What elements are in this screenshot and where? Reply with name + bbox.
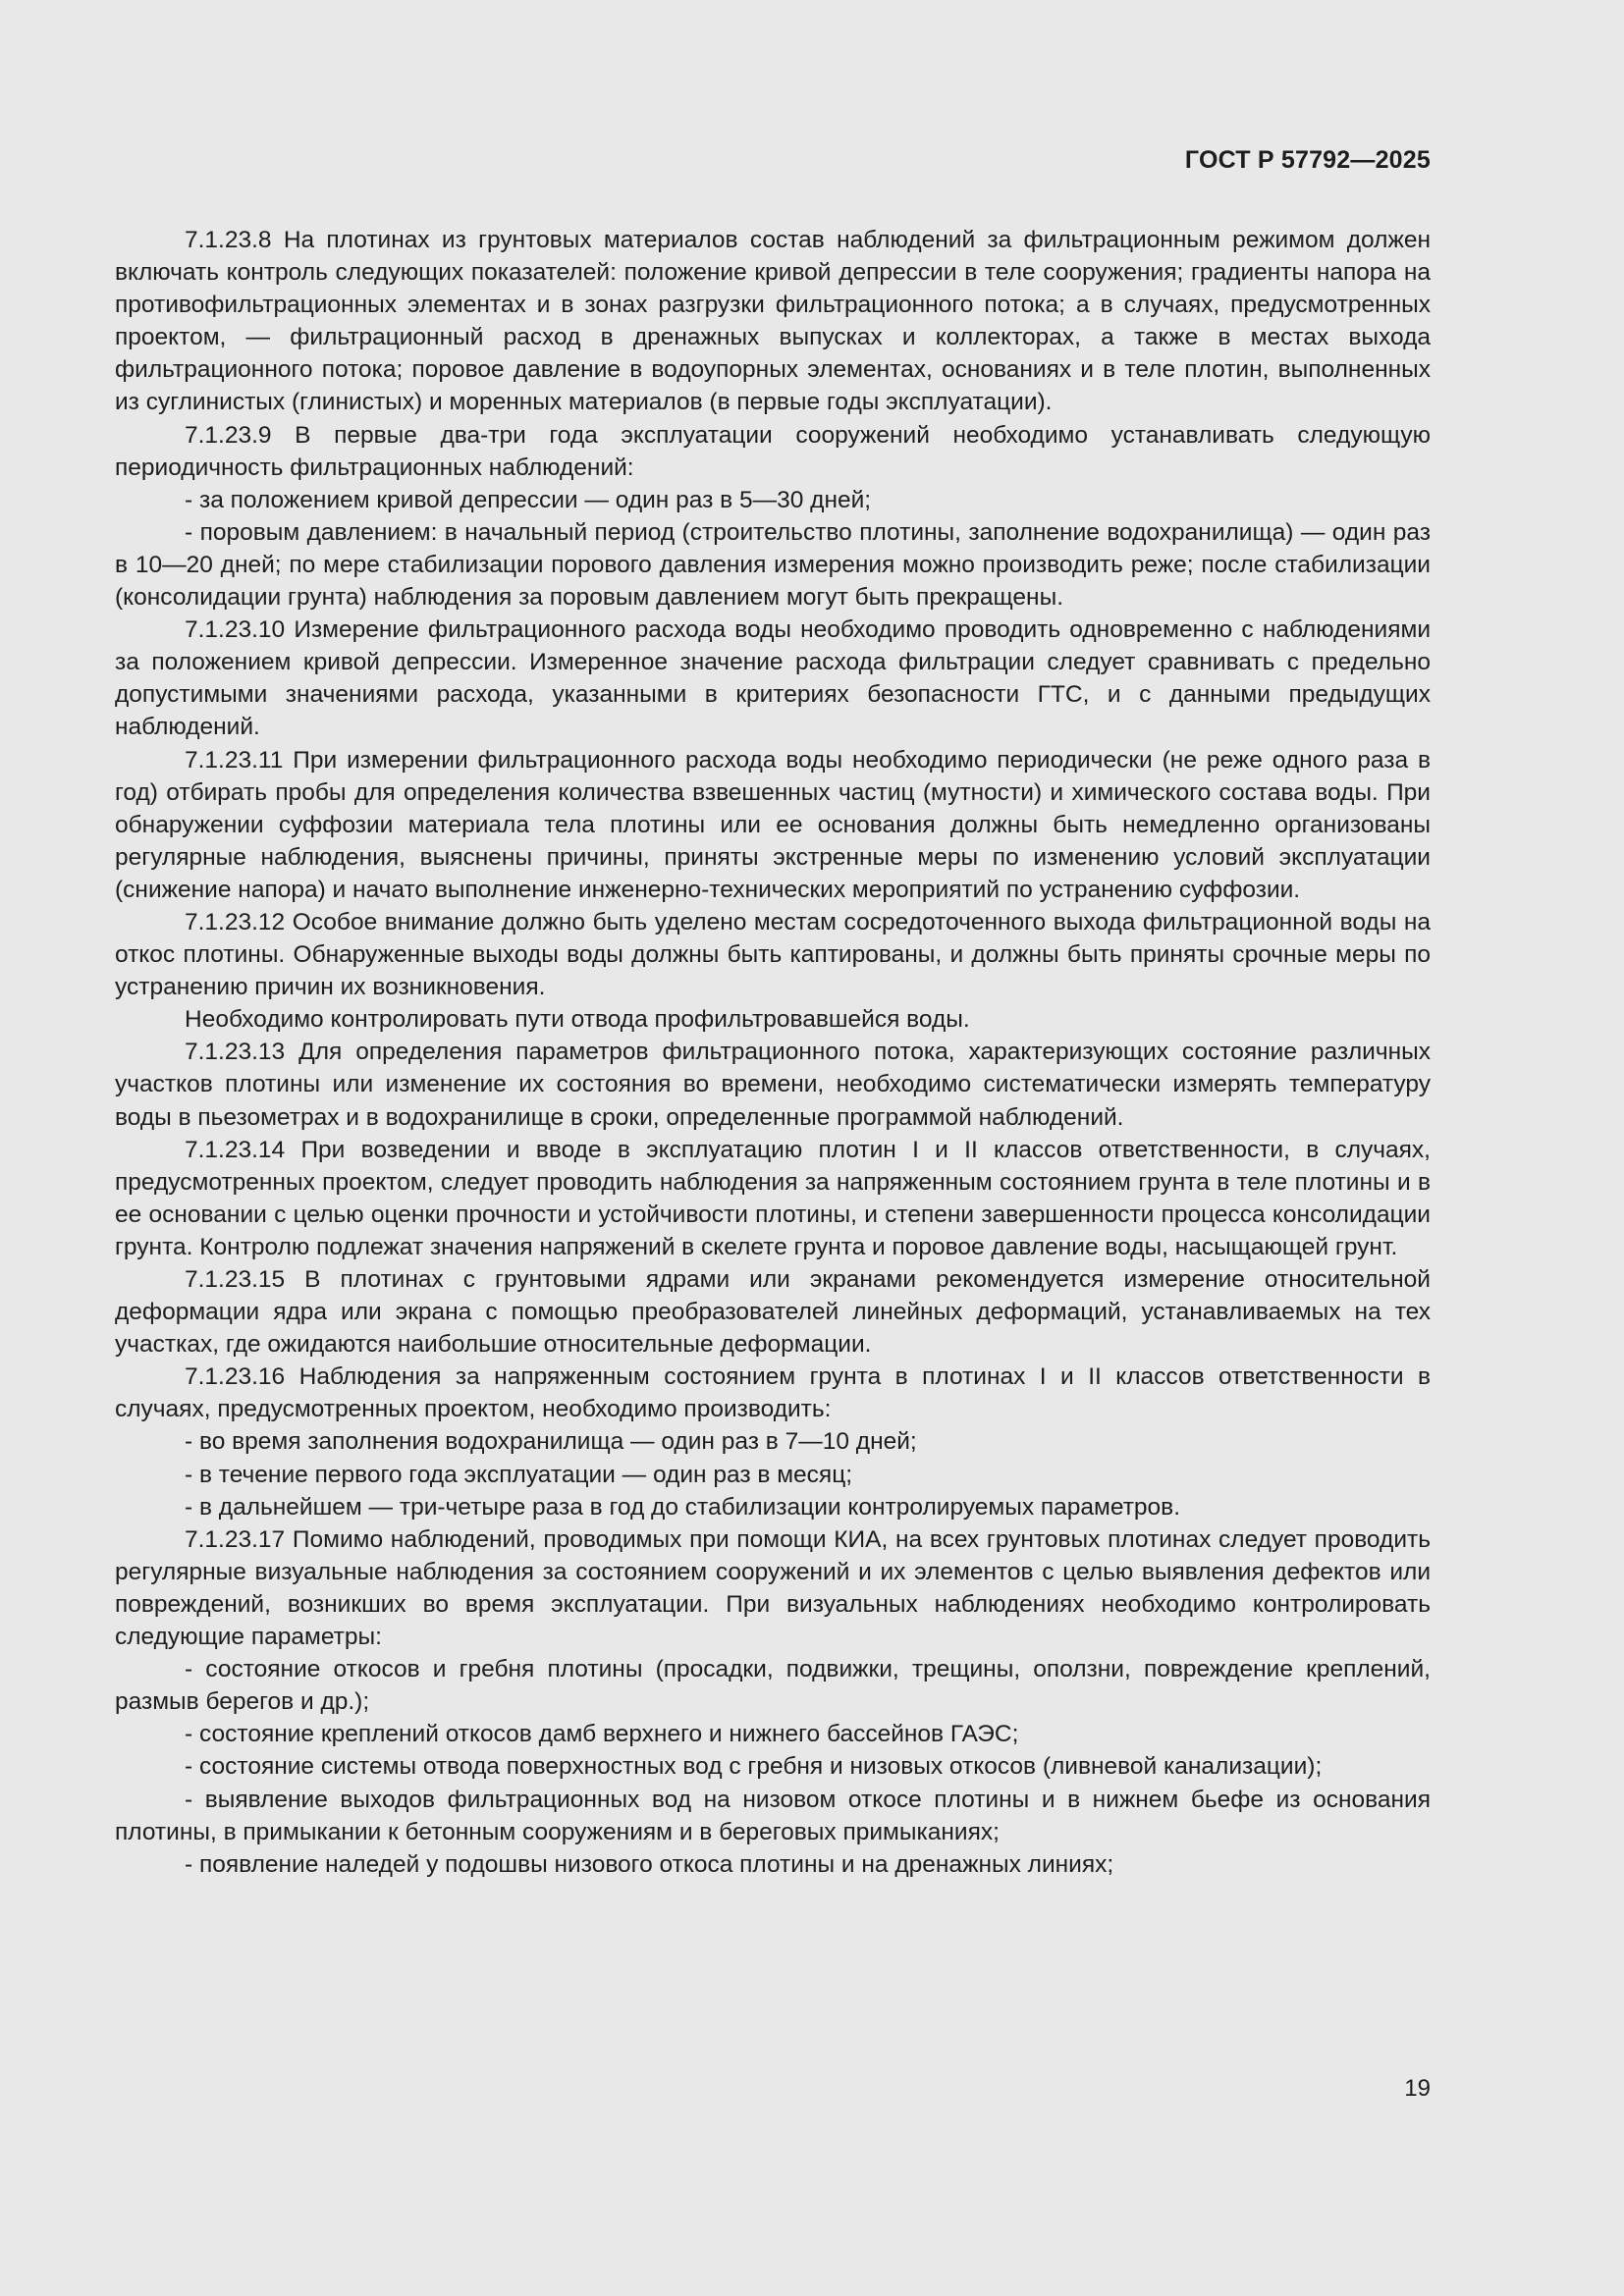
list-item: - во время заполнения водохранилища — один раз в 7—10 дней; (185, 1428, 917, 1456)
paragraph-7-1-23-8: 7.1.23.8 На плотинах из грунтовых материалов состав наблюдений за фильтрационным режимом должен включать контроль следующих показателей: положение кривой депрессии в теле сооружения; градиенты напора на противофильтрационных элементах и в зонах разгрузки фильтрационного потока; а в случаях, предусмотренных проектом, — фильтрационный расход в дренажных выпусках и коллекторах, а также в местах выхода фильтрационного потока; поровое давление в водоупорных элементах, основаниях и в теле плотин, выполненных из суглинистых (глинистых) и моренных материалов (в первые годы эксплуатации). (115, 227, 1431, 416)
paragraph-7-1-23-17: 7.1.23.17 Помимо наблюдений, проводимых при помощи КИА, на всех грунтовых плотинах следует проводить регулярные визуальные наблюдения за состоянием сооружений и их элементов с целью выявления дефектов или повреждений, возникших во время эксплуатации. При визуальных наблюдениях необходимо контролировать следующие параметры: (115, 1525, 1431, 1651)
list-item: - состояние креплений откосов дамб верхнего и нижнего бассейнов ГАЭС; (185, 1721, 1019, 1748)
document-header: ГОСТ Р 57792—2025 (1184, 146, 1431, 174)
paragraph-7-1-23-15: 7.1.23.15 В плотинах с грунтовыми ядрами или экранами рекомендуется измерение относительной деформации ядра или экрана с помощью преобразователей линейных деформаций, устанавливаемых на тех участках, где ожидаются наибольшие относительные деформации. (115, 1266, 1431, 1359)
paragraph-7-1-23-14: 7.1.23.14 При возведении и вводе в эксплуатацию плотин I и II классов ответственности, в случаях, предусмотренных проектом, следует проводить наблюдения за напряженным состоянием грунта в теле плотины и в ее основании с целью оценки прочности и устойчивости плотины, и степени завершенности процесса консолидации грунта. Контролю подлежат значения напряжений в скелете грунта и поровое давление воды, насыщающей грунт. (115, 1136, 1431, 1260)
paragraph-text: Необходимо контролировать пути отвода профильтровавшейся воды. (185, 1006, 970, 1034)
list-item: - за положением кривой депрессии — один раз в 5—30 дней; (185, 486, 872, 513)
list-item: - в дальнейшем — три-четыре раза в год до стабилизации контролируемых параметров. (185, 1493, 1180, 1521)
paragraph-7-1-23-16: 7.1.23.16 Наблюдения за напряженным состоянием грунта в плотинах I и II классов ответственности в случаях, предусмотренных проектом, необходимо производить: (115, 1363, 1431, 1423)
paragraph-7-1-23-13: 7.1.23.13 Для определения параметров фильтрационного потока, характеризующих состояние различных участков плотины или изменение их состояния во времени, необходимо систематически измерять температуру воды в пьезометрах и в водохранилище в сроки, определенные программой наблюдений. (115, 1039, 1431, 1131)
paragraph-7-1-23-11: 7.1.23.11 При измерении фильтрационного расхода воды необходимо периодически (не реже одного раза в год) отбирать пробы для определения количества взвешенных частиц (мутности) и химического состава воды. При обнаружении суффозии материала тела плотины или ее основания должны быть немедленно организованы регулярные наблюдения, выяснены причины, приняты экстренные меры по изменению условий эксплуатации (снижение напора) и начато выполнение инженерно-технических мероприятий по устранению суффозии. (115, 746, 1431, 903)
paragraph-7-1-23-10: 7.1.23.10 Измерение фильтрационного расхода воды необходимо проводить одновременно с наблюдениями за положением кривой депрессии. Измеренное значение расхода фильтрации следует сравнивать с предельно допустимыми значениями расхода, указанными в критериях безопасности ГТС, и с данными предыдущих наблюдений. (115, 616, 1431, 741)
list-item: - состояние откосов и гребня плотины (просадки, подвижки, трещины, оползни, повреждение креплений, размыв берегов и др.); (115, 1656, 1431, 1716)
list-item: - выявление выходов фильтрационных вод на низовом откосе плотины и в нижнем бьефе из основания плотины, в примыкании к бетонным сооружениям и в береговых примыканиях; (115, 1786, 1431, 1845)
list-item: - состояние системы отвода поверхностных вод с гребня и низовых откосов (ливневой канализации); (185, 1753, 1323, 1781)
paragraph-7-1-23-9: 7.1.23.9 В первые два-три года эксплуатации сооружений необходимо устанавливать следующую периодичность фильтрационных наблюдений: (115, 421, 1431, 481)
list-item: - в течение первого года эксплуатации — один раз в месяц; (185, 1461, 853, 1488)
list-item: - поровым давлением: в начальный период (строительство плотины, заполнение водохранилища) — один раз в 10—20 дней; по мере стабилизации порового давления измерения можно производить реже; после стабилизации (консолидации грунта) наблюдения за поровым давлением могут быть прекращены. (115, 518, 1431, 612)
page-number: 19 (1404, 2075, 1431, 2102)
paragraph-7-1-23-12: 7.1.23.12 Особое внимание должно быть уделено местам сосредоточенного выхода фильтрационной воды на откос плотины. Обнаруженные выходы воды должны быть каптированы, и должны быть приняты срочные меры по устранению причин их возникновения. (115, 908, 1431, 1001)
document-body (115, 224, 1431, 1881)
list-item: - появление наледей у подошвы низового откоса плотины и на дренажных линиях; (185, 1850, 1114, 1878)
